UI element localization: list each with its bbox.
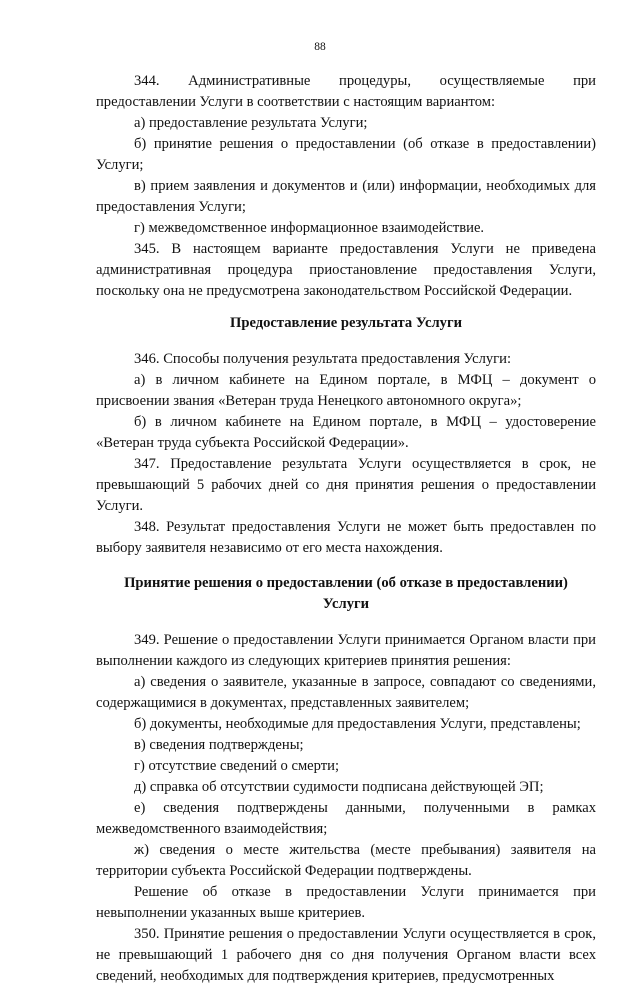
section-heading-result: Предоставление результата Услуги bbox=[230, 315, 462, 331]
list-item-d: д) справка об отсутствии судимости подписана действующей ЭП; bbox=[134, 779, 544, 795]
list-item-a: а) предоставление результата Услуги; bbox=[134, 115, 368, 131]
paragraph-350: 350. Принятие решения о предоставлении Услуги осуществляется в срок, не превышающий 1 рабочего дня со дня получения Органом власти всех сведений, необходимых для подтверждения критериев, предусмотренных bbox=[96, 926, 596, 984]
list-item-e: е) сведения подтверждены данными, полученными в рамках межведомственного взаимодействия; bbox=[96, 800, 596, 837]
paragraph-346: 346. Способы получения результата предоставления Услуги: bbox=[134, 351, 512, 367]
paragraph-347: 347. Предоставление результата Услуги осуществляется в срок, не превышающий 5 рабочих дней со дня принятия решения о предоставлении Услуги. bbox=[96, 456, 596, 514]
list-item-zh: ж) сведения о месте жительства (месте пребывания) заявителя на территории субъекта Российской Федерации подтверждены. bbox=[96, 842, 596, 879]
paragraph-348: 348. Результат предоставления Услуги не может быть предоставлен по выбору заявителя независимо от его места нахождения. bbox=[96, 519, 596, 556]
paragraph-349: 349. Решение о предоставлении Услуги принимается Органом власти при выполнении каждого из следующих критериев принятия решения: bbox=[96, 632, 596, 669]
section-heading-decision: Принятие решения о предоставлении (об отказе в предоставлении) Услуги bbox=[124, 575, 568, 612]
list-item-b: б) принятие решения о предоставлении (об отказе в предоставлении) Услуги; bbox=[96, 136, 596, 173]
list-item-g: г) отсутствие сведений о смерти; bbox=[134, 758, 340, 774]
list-item-v: в) сведения подтверждены; bbox=[134, 737, 304, 753]
paragraph-refusal: Решение об отказе в предоставлении Услуги принимается при невыполнении указанных выше критериев. bbox=[96, 884, 596, 921]
list-item-v: в) прием заявления и документов и (или) информации, необходимых для предоставления Услуги; bbox=[96, 178, 596, 215]
page-number: 88 bbox=[314, 41, 326, 53]
list-item-a: а) в личном кабинете на Едином портале, в МФЦ – документ о присвоении звания «Ветеран труда Ненецкого автономного округа»; bbox=[96, 372, 596, 409]
list-item-a: а) сведения о заявителе, указанные в запросе, совпадают со сведениями, содержащимися в документах, представленных заявителем; bbox=[96, 674, 596, 711]
paragraph-345: 345. В настоящем варианте предоставления Услуги не приведена административная процедура приостановление предоставления Услуги, поскольку она не предусмотрена законодательством Российской Федерации. bbox=[96, 241, 596, 299]
list-item-b: б) в личном кабинете на Едином портале, в МФЦ – удостоверение «Ветеран труда субъекта Российской Федерации». bbox=[96, 414, 596, 451]
page-content bbox=[96, 71, 596, 987]
list-item-b: б) документы, необходимые для предоставления Услуги, представлены; bbox=[134, 716, 581, 732]
paragraph-344: 344. Административные процедуры, осуществляемые при предоставлении Услуги в соответствии с настоящим вариантом: bbox=[96, 73, 596, 110]
list-item-g: г) межведомственное информационное взаимодействие. bbox=[134, 220, 485, 236]
